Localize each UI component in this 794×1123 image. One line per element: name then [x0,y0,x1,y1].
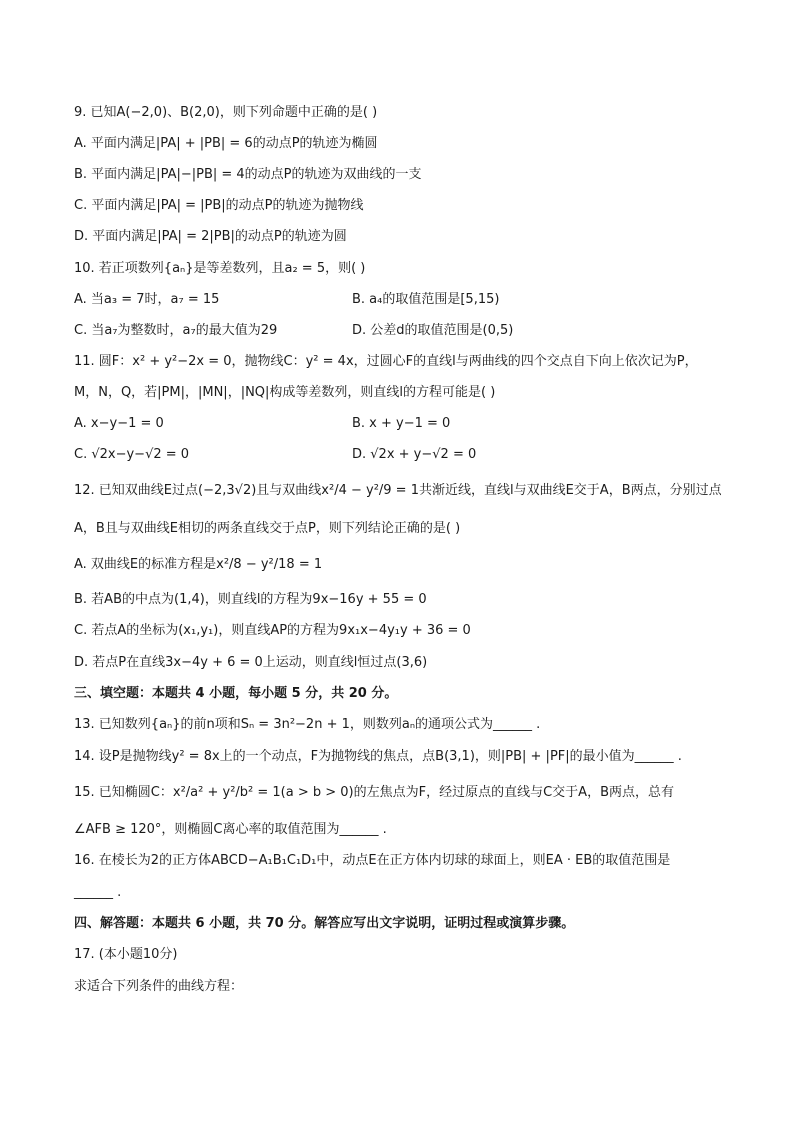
text-line-q10c: C. 当a₇为整数时，a₇的最大值为29 [74,323,278,338]
text-line-q16: 16. 在棱长为2的正方体ABCD−A₁B₁C₁D₁中，动点E在正方体内切球的球面上，则EA · EB的取值范围是 [74,853,671,868]
text-line-q11B: B. x + y−1 = 0 [352,416,451,431]
text-line-q16b: ______ . [74,885,122,900]
text-line-q17: 17. (本小题10分) [74,947,178,962]
text-line-q11A: A. x−y−1 = 0 [74,416,164,431]
text-line-sec3: 三、填空题：本题共 4 小题，每小题 5 分，共 20 分。 [74,686,398,701]
text-line-q9c: C. 平面内满足|PA| = |PB|的动点P的轨迹为抛物线 [74,198,364,213]
text-line-q13: 13. 已知数列{aₙ}的前n项和Sₙ = 3n²−2n + 1，则数列aₙ的通项公式为______ . [74,717,541,732]
text-line-q9a: A. 平面内满足|PA| + |PB| = 6的动点P的轨迹为椭圆 [74,136,378,151]
text-line-q14: 14. 设P是抛物线y² = 8x上的一个动点，F为抛物线的焦点，点B(3,1)，则|PB| + |PF|的最小值为______ . [74,749,682,764]
text-line-q12b: A，B且与双曲线E相切的两条直线交于点P，则下列结论正确的是( ) [74,521,461,536]
text-line-sec4: 四、解答题：本题共 6 小题，共 70 分。解答应写出文字说明，证明过程或演算步骤。 [74,916,575,931]
text-line-q9b: B. 平面内满足|PA|−|PB| = 4的动点P的轨迹为双曲线的一支 [74,167,422,182]
text-line-q12A: A. 双曲线E的标准方程是x²/8 − y²/18 = 1 [74,557,323,572]
text-line-q10a: A. 当a₃ = 7时，a₇ = 15 [74,292,220,307]
text-line-q12C: C. 若点A的坐标为(x₁,y₁)，则直线AP的方程为9x₁x−4y₁y + 36 = 0 [74,623,471,638]
text-line-q11C: C. √2x−y−√2 = 0 [74,447,190,462]
text-line-q11b: M，N，Q，若|PM|，|MN|，|NQ|构成等差数列，则直线l的方程可能是( ) [74,385,496,400]
text-line-q10b: B. a₄的取值范围是[5,15) [352,292,500,307]
text-line-q11D: D. √2x + y−√2 = 0 [352,447,477,462]
text-line-q11: 11. 圆F：x² + y²−2x = 0，抛物线C：y² = 4x，过圆心F的直线l与两曲线的四个交点自下向上依次记为P， [74,354,698,369]
text-line-q15: 15. 已知椭圆C：x²/a² + y²/b² = 1(a > b > 0)的左焦点为F，经过原点的直线与C交于A，B两点，总有 [74,785,674,800]
text-line-q12D: D. 若点P在直线3x−4y + 6 = 0上运动，则直线l恒过点(3,6) [74,655,428,670]
text-line-q12B: B. 若AB的中点为(1,4)，则直线l的方程为9x−16y + 55 = 0 [74,592,427,607]
text-line-q10: 10. 若正项数列{aₙ}是等差数列，且a₂ = 5，则( ) [74,261,366,276]
text-line-q10d: D. 公差d的取值范围是(0,5) [352,323,514,338]
text-line-q15b: ∠AFB ≥ 120°，则椭圆C离心率的取值范围为______ . [74,822,387,837]
text-line-q9d: D. 平面内满足|PA| = 2|PB|的动点P的轨迹为圆 [74,229,347,244]
text-line-q9: 9. 已知A(−2,0)、B(2,0)，则下列命题中正确的是( ) [74,105,378,120]
text-line-q17b: 求适合下列条件的曲线方程： [74,979,244,994]
text-line-q12: 12. 已知双曲线E过点(−2,3√2)且与双曲线x²/4 − y²/9 = 1共渐近线，直线l与双曲线E交于A，B两点，分别过点 [74,483,722,498]
